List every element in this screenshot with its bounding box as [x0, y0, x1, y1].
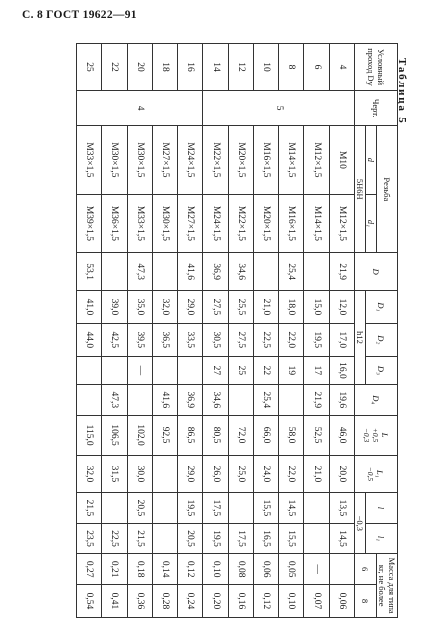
cell-dy: 25 [77, 44, 102, 91]
cell-l1: 21,5 [127, 523, 152, 554]
cell-m8: 0,12 [253, 584, 278, 617]
cell-D [102, 253, 127, 291]
cell-D4 [279, 385, 304, 416]
cell-L1: 25,0 [228, 455, 253, 493]
rotated-table-wrapper [76, 43, 398, 618]
col-L-label: L [380, 432, 390, 438]
cell-D3 [102, 356, 127, 384]
col-mass6-header: 6 [355, 554, 377, 585]
table-row [304, 44, 329, 618]
cell-dy: 16 [178, 44, 203, 91]
cell-L: 80,5 [203, 415, 228, 455]
cell-l1 [152, 523, 177, 554]
table-row [279, 44, 304, 618]
cell-dy: 4 [329, 44, 354, 91]
cell-D2: 33,5 [178, 323, 203, 356]
cell-L1: 31,5 [102, 455, 127, 493]
cell-L1: 32,0 [77, 455, 102, 493]
cell-d: M30×1,5 [102, 126, 127, 194]
cell-l1 [304, 523, 329, 554]
page-header: С. 8 ГОСТ 19622—91 [22, 9, 137, 21]
col-l-header: l [366, 493, 398, 524]
cell-D1: 21,0 [253, 290, 278, 323]
cell-dy: 10 [253, 44, 278, 91]
cell-m8: 0,16 [228, 584, 253, 617]
cell-D4 [77, 385, 102, 416]
col-L1-label: L₁ [375, 470, 386, 478]
cell-D3 [152, 356, 177, 384]
cell-d: M20×1,5 [228, 126, 253, 194]
cell-d: M14×1,5 [279, 126, 304, 194]
cell-chert: 5 [203, 91, 355, 126]
cell-l1: 14,5 [329, 523, 354, 554]
cell-dy: 8 [279, 44, 304, 91]
cell-D3: 17 [304, 356, 329, 384]
cell-l1: 16,5 [253, 523, 278, 554]
cell-L1: 20,0 [329, 455, 354, 493]
cell-m8: 0,24 [178, 584, 203, 617]
cell-D1: 29,0 [178, 290, 203, 323]
cell-L1 [152, 455, 177, 493]
cell-D: 41,6 [178, 253, 203, 291]
cell-D [152, 253, 177, 291]
cell-D2: 36,5 [152, 323, 177, 356]
cell-m8: 0,06 [329, 584, 354, 617]
cell-D4: 36,9 [178, 385, 203, 416]
col-thread-tol: 5H6H [355, 126, 366, 253]
cell-D2: 27,5 [228, 323, 253, 356]
cell-D1: 27,5 [203, 290, 228, 323]
col-h12: h12 [355, 290, 366, 384]
cell-D4 [228, 385, 253, 416]
cell-D2: 30,5 [203, 323, 228, 356]
table-row [329, 44, 354, 618]
cell-D: 21,9 [329, 253, 354, 291]
col-D4-header: D₄ [355, 385, 398, 416]
cell-m8: 0,36 [127, 584, 152, 617]
cell-D1: 12,0 [329, 290, 354, 323]
cell-D1: 39,0 [102, 290, 127, 323]
table-row [77, 44, 102, 618]
table-row [127, 44, 152, 618]
cell-L: 92,5 [152, 415, 177, 455]
header-row-1 [377, 44, 398, 618]
table-row [253, 44, 278, 618]
cell-m6: 0,27 [77, 554, 102, 585]
cell-dy: 6 [304, 44, 329, 91]
cell-dy: 22 [102, 44, 127, 91]
cell-l: 20,5 [127, 493, 152, 524]
cell-D: 34,6 [228, 253, 253, 291]
cell-m8: 0,28 [152, 584, 177, 617]
cell-D2: 39,5 [127, 323, 152, 356]
cell-l1: 23,5 [77, 523, 102, 554]
cell-d1: M22×1,5 [228, 194, 253, 253]
cell-D: 53,1 [77, 253, 102, 291]
col-D3-header: D₃ [366, 356, 398, 384]
cell-L1: 30,0 [127, 455, 152, 493]
col-d1-header: d₁ [366, 194, 377, 253]
col-L1-header [355, 455, 398, 493]
col-chert-header: Черт. [355, 91, 398, 126]
cell-dy: 14 [203, 44, 228, 91]
cell-l [152, 493, 177, 524]
col-dy-header: Условный проход Dу [355, 44, 398, 91]
cell-d: M12×1,5 [304, 126, 329, 194]
cell-D1: 35,0 [127, 290, 152, 323]
cell-D3 [77, 356, 102, 384]
col-L1-tol: −0,5 [366, 466, 376, 482]
cell-d1: M12×1,5 [329, 194, 354, 253]
cell-l [304, 493, 329, 524]
cell-d: M16×1,5 [253, 126, 278, 194]
col-D2-header: D₂ [366, 323, 398, 356]
cell-L: 58,0 [279, 415, 304, 455]
table-label: Таблица 5 [396, 58, 408, 125]
spec-table [76, 43, 398, 618]
cell-L: 46,0 [329, 415, 354, 455]
cell-L: 52,5 [304, 415, 329, 455]
cell-l1: 20,5 [178, 523, 203, 554]
cell-d1: M24×1,5 [203, 194, 228, 253]
col-L-tol-plus: +0,5 [371, 427, 380, 443]
cell-L: 106,5 [102, 415, 127, 455]
cell-L1: 26,0 [203, 455, 228, 493]
cell-L1: 21,0 [304, 455, 329, 493]
cell-m8: 0,41 [102, 584, 127, 617]
cell-D1: 41,0 [77, 290, 102, 323]
cell-d1: M36×1,5 [102, 194, 127, 253]
cell-l: 15,5 [253, 493, 278, 524]
cell-m8: 0,20 [203, 584, 228, 617]
cell-m6 [329, 554, 354, 585]
cell-D1: 25,5 [228, 290, 253, 323]
cell-D3: 19 [279, 356, 304, 384]
cell-L: 115,0 [77, 415, 102, 455]
cell-dy: 20 [127, 44, 152, 91]
cell-D4: 41,6 [152, 385, 177, 416]
cell-D3: — [127, 356, 152, 384]
cell-d1: M30×1,5 [152, 194, 177, 253]
cell-l: 21,5 [77, 493, 102, 524]
cell-d1: M33×1,5 [127, 194, 152, 253]
cell-l [102, 493, 127, 524]
cell-L1: 29,0 [178, 455, 203, 493]
cell-d: M27×1,5 [152, 126, 177, 194]
cell-m6: 0,08 [228, 554, 253, 585]
cell-d1: M20×1,5 [253, 194, 278, 253]
header-row-3 [355, 44, 366, 618]
table-row [228, 44, 253, 618]
cell-d: M10 [329, 126, 354, 194]
cell-D: 25,4 [279, 253, 304, 291]
cell-l: 17,5 [203, 493, 228, 524]
cell-D2: 22,0 [279, 323, 304, 356]
cell-d1: M16×1,5 [279, 194, 304, 253]
cell-D1: 32,0 [152, 290, 177, 323]
cell-m6: 0,05 [279, 554, 304, 585]
cell-D4 [127, 385, 152, 416]
cell-D [253, 253, 278, 291]
table-row [102, 44, 127, 618]
col-D-header: D [355, 253, 398, 291]
table-row [178, 44, 203, 618]
cell-chert: 4 [77, 91, 203, 126]
cell-D2: 19,5 [304, 323, 329, 356]
cell-m6: 0,14 [152, 554, 177, 585]
col-D1-header: D₁ [366, 290, 398, 323]
cell-dy: 18 [152, 44, 177, 91]
col-l-tol: −0,3 [355, 493, 366, 554]
cell-D [304, 253, 329, 291]
cell-D2: 17,0 [329, 323, 354, 356]
cell-m8: 0,54 [77, 584, 102, 617]
cell-D3: 22 [253, 356, 278, 384]
cell-L: 86,5 [178, 415, 203, 455]
cell-l1: 17,5 [228, 523, 253, 554]
cell-D4: 19,6 [329, 385, 354, 416]
cell-d1: M27×1,5 [178, 194, 203, 253]
cell-D2: 44,0 [77, 323, 102, 356]
cell-D4: 21,9 [304, 385, 329, 416]
cell-D: 47,3 [127, 253, 152, 291]
col-L-header [355, 415, 398, 455]
cell-L: 66,0 [253, 415, 278, 455]
cell-d: M30×1,5 [127, 126, 152, 194]
cell-D2: 42,5 [102, 323, 127, 356]
col-mass-header: Масса для типа кг, не более [377, 554, 398, 618]
cell-m8: 0,07 [304, 584, 329, 617]
cell-D4: 34,6 [203, 385, 228, 416]
cell-D: 36,9 [203, 253, 228, 291]
cell-L: 72,0 [228, 415, 253, 455]
cell-l: 19,5 [178, 493, 203, 524]
table-row [152, 44, 177, 618]
cell-D4: 47,3 [102, 385, 127, 416]
cell-d: M33×1,5 [77, 126, 102, 194]
cell-m6: 0,12 [178, 554, 203, 585]
cell-m6: 0,21 [102, 554, 127, 585]
cell-l1: 19,5 [203, 523, 228, 554]
cell-L1: 24,0 [253, 455, 278, 493]
cell-m6: 0,10 [203, 554, 228, 585]
cell-l [228, 493, 253, 524]
cell-D3: 25 [228, 356, 253, 384]
col-mass8-header: 8 [355, 584, 377, 617]
col-l1-header: l₁ [366, 523, 398, 554]
cell-D2: 22,5 [253, 323, 278, 356]
cell-L: 102,0 [127, 415, 152, 455]
cell-L1: 22,0 [279, 455, 304, 493]
cell-D4: 25,4 [253, 385, 278, 416]
cell-d1: M39×1,5 [77, 194, 102, 253]
table-row [203, 44, 228, 618]
cell-d: M22×1,5 [203, 126, 228, 194]
cell-l1: 15,5 [279, 523, 304, 554]
cell-l: 13,5 [329, 493, 354, 524]
cell-D1: 15,0 [304, 290, 329, 323]
col-d-header: d [366, 126, 377, 194]
cell-l1: 22,5 [102, 523, 127, 554]
cell-dy: 12 [228, 44, 253, 91]
cell-m6: 0,06 [253, 554, 278, 585]
cell-l: 14,5 [279, 493, 304, 524]
cell-m6: — [304, 554, 329, 585]
cell-D1: 18,0 [279, 290, 304, 323]
cell-d: M24×1,5 [178, 126, 203, 194]
cell-D3: 16,0 [329, 356, 354, 384]
col-L-tol-minus: −0,3 [362, 427, 371, 443]
cell-m8: 0,10 [279, 584, 304, 617]
cell-D3 [178, 356, 203, 384]
cell-D3: 27 [203, 356, 228, 384]
col-thread-header: Резьба [377, 126, 398, 253]
cell-m6: 0,18 [127, 554, 152, 585]
cell-d1: M14×1,5 [304, 194, 329, 253]
